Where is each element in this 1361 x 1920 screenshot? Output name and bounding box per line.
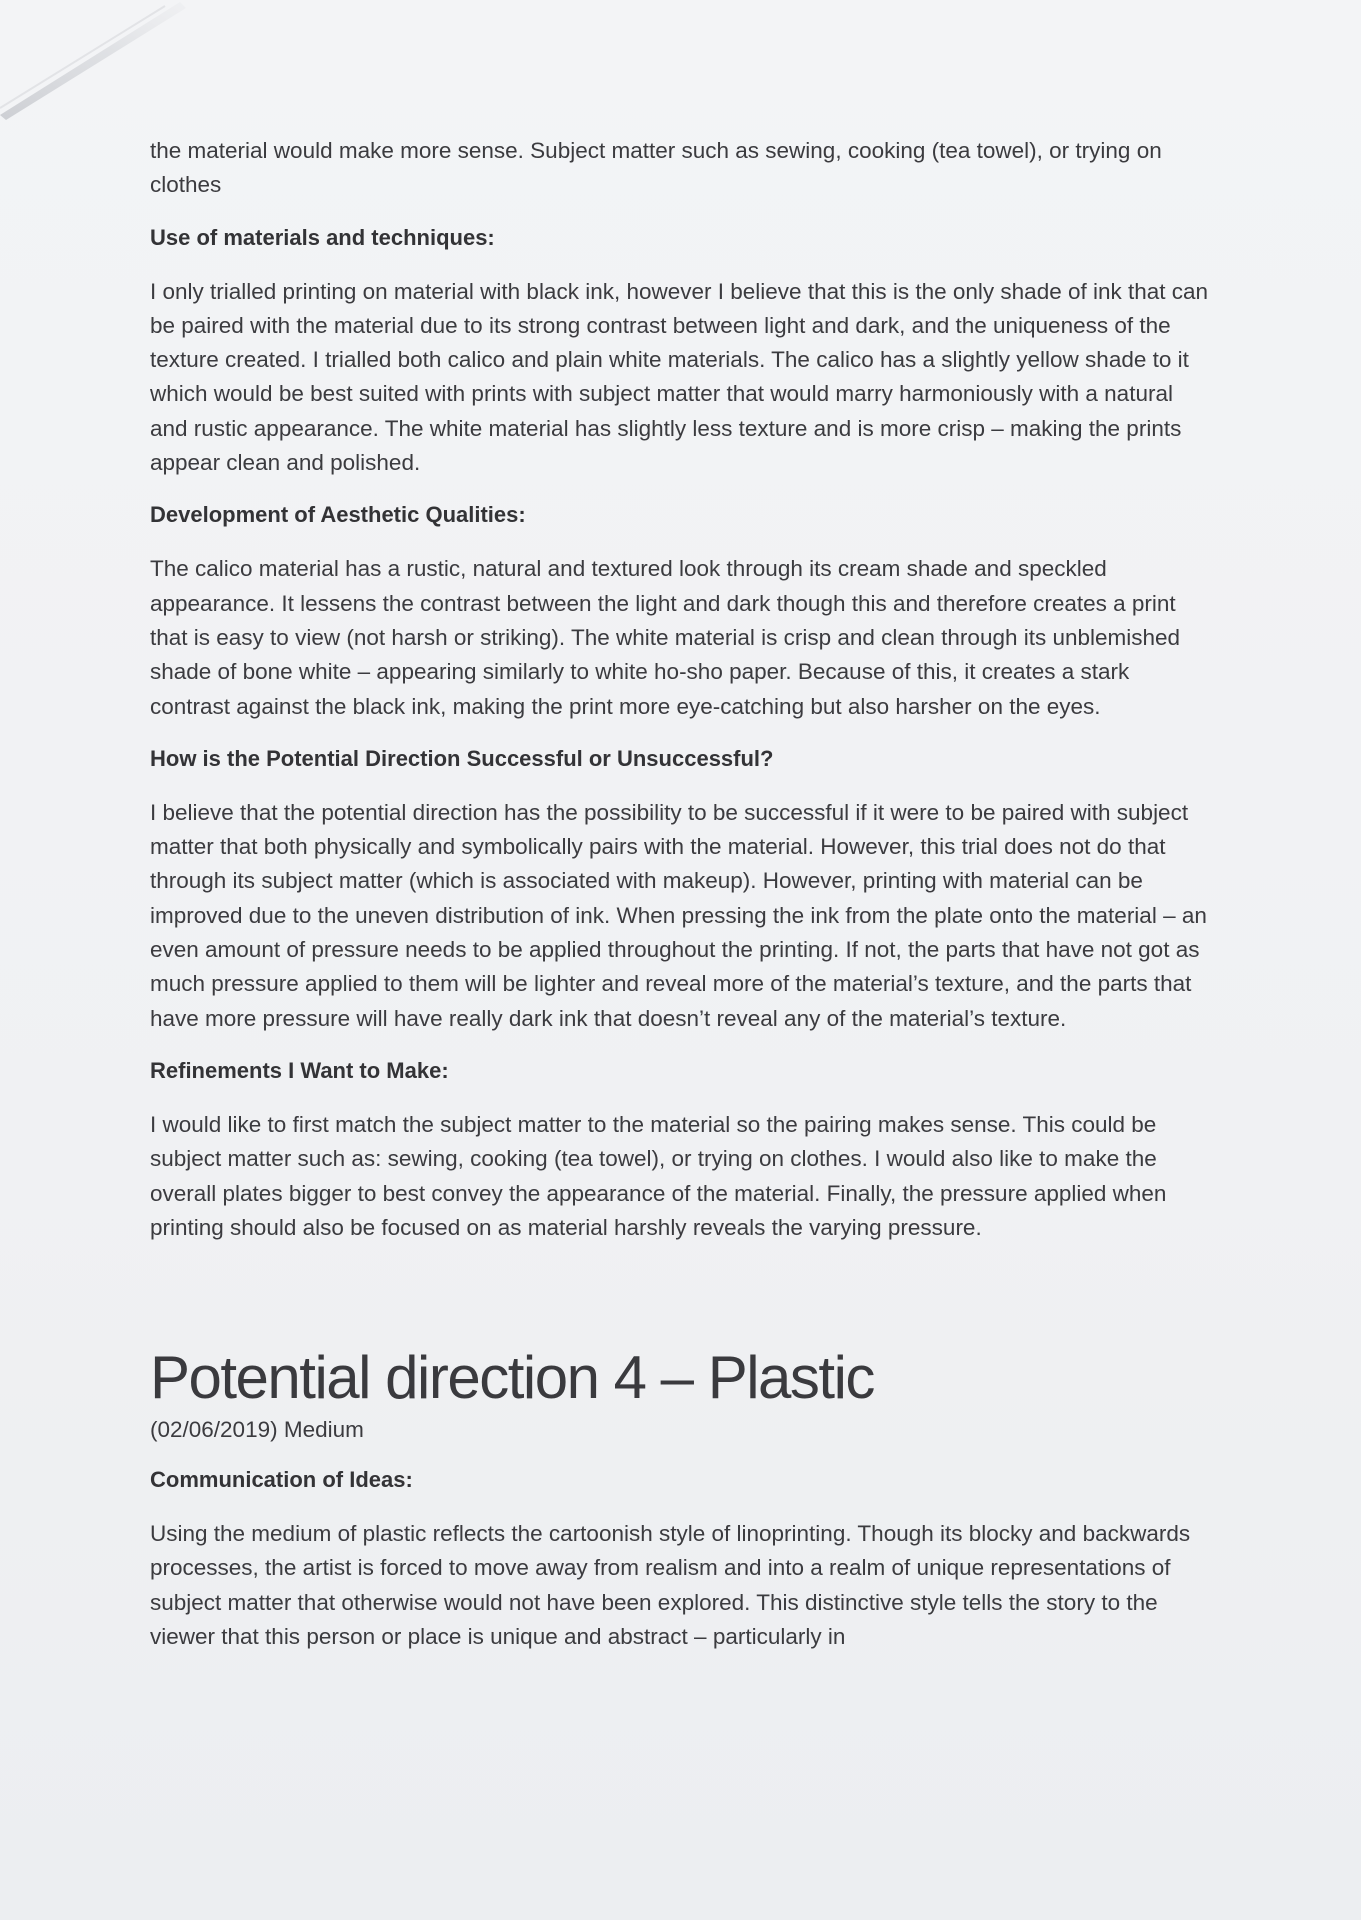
- section-title: Potential direction 4 – Plastic: [150, 1344, 874, 1412]
- ideas-paragraph: Using the medium of plastic reflects the cartoonish style of linoprinting. Though its blocky and backwards processes, the artist is forced to move away from realism and into a realm of unique representations of subject matter that otherwise would not have been explored. This distinctive style tells the story to the viewer that this person or place is unique and abstract – particularly in: [150, 1521, 1191, 1650]
- success-paragraph: I believe that the potential direction has the possibility to be successful if it were to be paired with subject matter that both physically and symbolically pairs with the material. However, this trial does not do that through its subject matter (which is associated with makeup). However, printing with material can be improved due to the uneven distribution of ink. When pressing the ink from the plate onto the material – an even amount of pressure needs to be applied throughout the printing. If not, the parts that have not got as much pressure applied to them will be lighter and reveal more of the material’s texture, and the parts that have more pressure will have really dark ink that doesn’t reveal any of the material’s texture.: [150, 799, 1207, 1031]
- aesthetic-heading: Development of Aesthetic Qualities:: [150, 502, 526, 528]
- refine-paragraph: I would like to first match the subject matter to the material so the pairing makes sense. This could be subject matter such as: sewing, cooking (tea towel), or trying on clothes. I would also like to make the overall plates bigger to best convey the appearance of the material. Finally, the pressure applied when printing should also be focused on as material harshly reveals the varying pressure.: [150, 1111, 1167, 1240]
- aesthetic-paragraph: The calico material has a rustic, natural and textured look through its cream shade and speckled appearance. It lessens the contrast between the light and dark though this and therefore creates a print that is easy to view (not harsh or striking). The white material is crisp and clean through its unblemished shade of bone white – appearing similarly to white ho-sho paper. Because of this, it creates a stark contrast against the black ink, making the print more eye-catching but also harsher on the eyes.: [150, 556, 1181, 719]
- materials-paragraph: I only trialled printing on material with black ink, however I believe that this is the only shade of ink that can be paired with the material due to its strong contrast between light and dark, and the uniqueness of the texture created. I trialled both calico and plain white materials. The calico has a slightly yellow shade to it which would be best suited with prints with subject matter that would marry harmoniously with a natural and rustic appearance. The white material has slightly less texture and is more crisp – making the prints appear clean and polished.: [150, 278, 1209, 476]
- ideas-heading: Communication of Ideas:: [150, 1467, 413, 1493]
- refine-heading: Refinements I Want to Make:: [150, 1057, 449, 1083]
- document-content: [150, 134, 1210, 1654]
- materials-heading: Use of materials and techniques:: [150, 224, 495, 250]
- success-heading: How is the Potential Direction Successful or Unsuccessful?: [150, 745, 774, 771]
- section-subtitle: (02/06/2019) Medium: [150, 1417, 364, 1443]
- intro-paragraph: the material would make more sense. Subject matter such as sewing, cooking (tea towel), or trying on clothes: [150, 138, 1162, 198]
- page-fold-mark: [0, 0, 240, 130]
